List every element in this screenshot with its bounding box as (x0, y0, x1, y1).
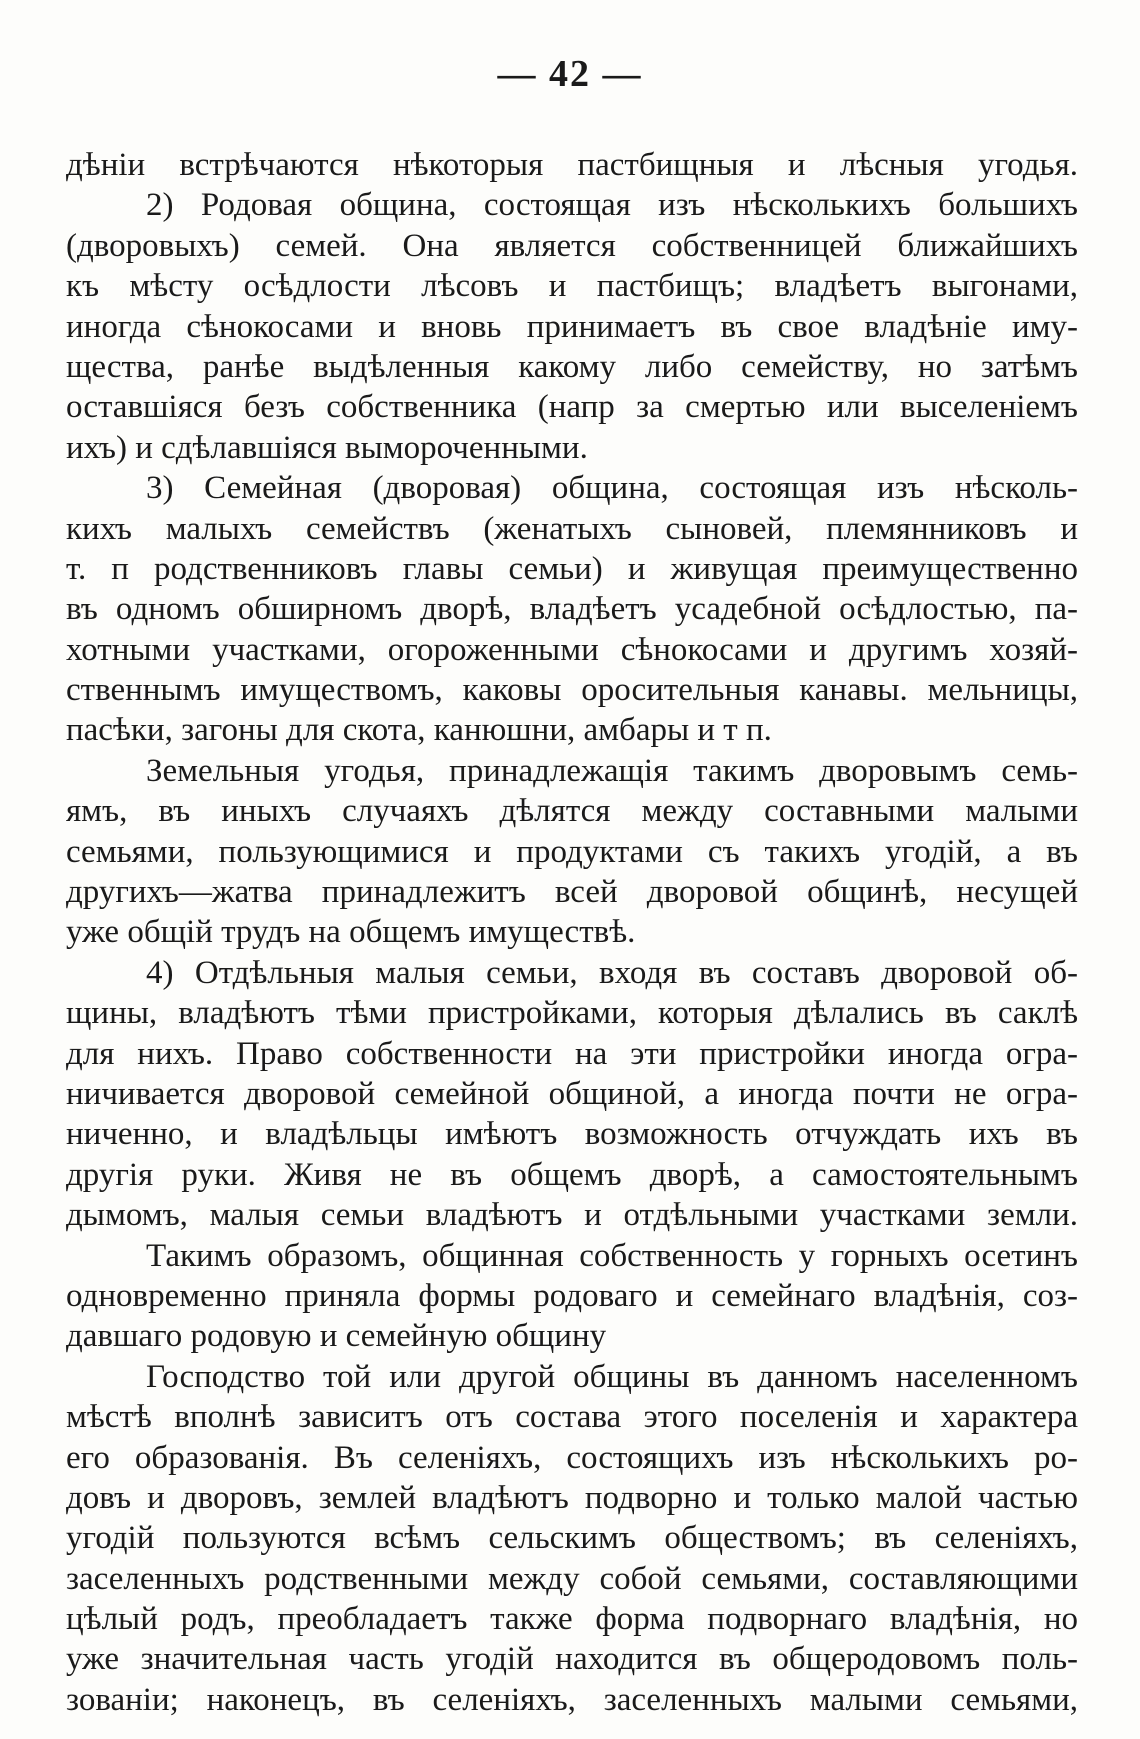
text-line: иногда сѣнокосами и вновь принимаетъ въ свое владѣніе иму- (66, 308, 1078, 345)
page-number: — 42 — (497, 53, 643, 95)
text-line: 3) Семейная (дворовая) община, состоящая изъ нѣсколь- (146, 470, 1078, 507)
text-line: ямъ, въ иныхъ случаяхъ дѣлятся между составными малыми (66, 793, 1078, 830)
text-line: мѣстѣ вполнѣ зависитъ отъ состава этого поселенія и характера (66, 1399, 1078, 1436)
text-line: ихъ) и сдѣлавшіяся вымороченными. (66, 429, 588, 466)
text-line: цѣлый родъ, преобладаетъ также форма подворнаго владѣнія, но (66, 1601, 1078, 1638)
text-line: семьями, пользующимися и продуктами съ такихъ угодій, а въ (66, 833, 1078, 870)
text-line: Земельныя угодья, принадлежащія такимъ дворовымъ семь- (146, 752, 1078, 789)
text-line: уже общій трудъ на общемъ имуществѣ. (66, 914, 636, 951)
text-line: другихъ—жатва принадлежитъ всей дворовой общинѣ, несущей (66, 874, 1078, 911)
text-line: зованіи; наконецъ, въ селеніяхъ, заселенныхъ малыми семьями, (66, 1681, 1078, 1718)
text-line: 2) Родовая община, состоящая изъ нѣсколькихъ большихъ (146, 187, 1078, 224)
text-line: 4) Отдѣльныя малыя семьи, входя въ составъ дворовой об- (146, 954, 1078, 991)
text-line: хотными участками, огороженными сѣнокосами и другимъ хозяй- (66, 631, 1078, 668)
text-line: Такимъ образомъ, общинная собственность у горныхъ осетинъ (146, 1237, 1078, 1274)
text-line: давшаго родовую и семейную общину (66, 1318, 607, 1355)
text-line: кихъ малыхъ семействъ (женатыхъ сыновей, племянниковъ и (66, 510, 1078, 547)
text-line: довъ и дворовъ, землей владѣютъ подворно и только малой частью (66, 1479, 1078, 1516)
text-line: оставшіяся безъ собственника (напр за смертью или выселеніемъ (66, 389, 1078, 426)
text-line: Господство той или другой общины въ данномъ населенномъ (146, 1358, 1078, 1395)
text-line: щины, владѣютъ тѣми пристройками, которыя дѣлались въ саклѣ (66, 995, 1078, 1032)
page-body-text (66, 145, 1078, 1720)
text-line: заселенныхъ родственными между собой семьями, составляющими (66, 1560, 1078, 1597)
text-line: пасѣки, загоны для скота, канюшни, амбары и т п. (66, 712, 772, 749)
text-line: другія руки. Живя не въ общемъ дворѣ, а самостоятельнымъ (66, 1156, 1078, 1193)
text-line: ниченно, и владѣльцы имѣютъ возможность отчуждать ихъ въ (66, 1116, 1078, 1153)
text-line: (дворовыхъ) семей. Она является собственницей ближайшихъ (66, 227, 1078, 264)
text-line: въ одномъ обширномъ дворѣ, владѣетъ усадебной осѣдлостью, па- (66, 591, 1078, 628)
text-line: ничивается дворовой семейной общиной, а иногда почти не огра- (66, 1075, 1078, 1112)
text-line: для нихъ. Право собственности на эти пристройки иногда огра- (66, 1035, 1078, 1072)
text-line: угодій пользуются всѣмъ сельскимъ обществомъ; въ селеніяхъ, (66, 1520, 1078, 1557)
text-line: дымомъ, малыя семьи владѣютъ и отдѣльными участками земли. (66, 1197, 1078, 1234)
text-line: дѣніи встрѣчаются нѣкоторыя пастбищныя и лѣсныя угодья. (66, 147, 1078, 183)
text-line: одновременно приняла формы родоваго и семейнаго владѣнія, соз- (66, 1277, 1078, 1314)
text-line: т. п родственниковъ главы семьи) и живущая преимущественно (66, 550, 1078, 587)
text-line: уже значительная часть угодій находится въ общеродовомъ поль- (66, 1641, 1078, 1678)
text-line: щества, ранѣе выдѣленныя какому либо семейству, но затѣмъ (66, 348, 1078, 385)
text-line: ственнымъ имуществомъ, каковы оросительныя канавы. мельницы, (66, 672, 1078, 709)
text-line: къ мѣсту осѣдлости лѣсовъ и пастбищъ; владѣетъ выгонами, (66, 268, 1078, 305)
text-line: его образованія. Въ селеніяхъ, состоящихъ изъ нѣсколькихъ ро- (66, 1439, 1078, 1476)
